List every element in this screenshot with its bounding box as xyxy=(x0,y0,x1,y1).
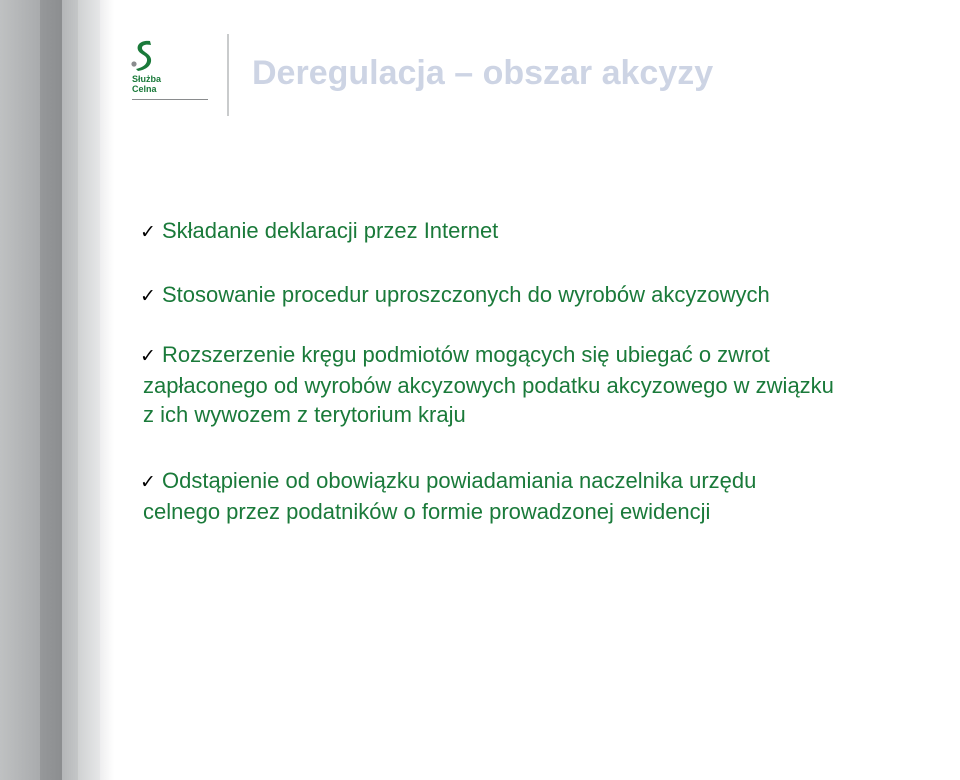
logo-text-line2: Celna xyxy=(132,84,157,94)
bullet-text: Rozszerzenie kręgu podmiotów mogących się ubiegać o zwrot xyxy=(162,342,770,367)
checkmark-icon: ✓ xyxy=(140,221,156,243)
logo-underline xyxy=(132,99,208,100)
bullet-line xyxy=(140,466,955,497)
bullet-item xyxy=(140,280,955,311)
header-divider xyxy=(227,34,229,116)
decor-stripe xyxy=(62,0,78,780)
bullet-text: Stosowanie procedur uproszczonych do wyrobów akcyzowych xyxy=(162,282,770,307)
bullet-item xyxy=(140,340,955,429)
logo-text-line1: Służba xyxy=(132,74,162,84)
bullet-item xyxy=(140,216,955,247)
bullet-line xyxy=(140,216,955,247)
bullet-line: celnego przez podatników o formie prowadzonej ewidencji xyxy=(143,499,711,524)
bullet-text: Składanie deklaracji przez Internet xyxy=(162,218,499,243)
checkmark-icon: ✓ xyxy=(140,471,156,493)
checkmark-icon: ✓ xyxy=(140,285,156,307)
bullet-text: Odstąpienie od obowiązku powiadamiania naczelnika urzędu xyxy=(162,468,757,493)
bullet-line: zapłaconego od wyrobów akcyzowych podatku akcyzowego w związku xyxy=(143,373,834,398)
sluzba-celna-logo-icon xyxy=(128,38,158,74)
bullet-line: z ich wywozem z terytorium kraju xyxy=(143,402,466,427)
decor-stripe xyxy=(40,0,62,780)
decor-stripe xyxy=(100,0,114,780)
checkmark-icon: ✓ xyxy=(140,345,156,367)
bullet-line xyxy=(140,280,955,311)
decor-stripe xyxy=(78,0,100,780)
slide-title: Deregulacja – obszar akcyzy xyxy=(252,54,714,92)
bullet-item xyxy=(140,466,955,526)
bullet-line xyxy=(140,340,955,371)
decor-stripe xyxy=(0,0,40,780)
sluzba-celna-logo xyxy=(128,38,210,104)
